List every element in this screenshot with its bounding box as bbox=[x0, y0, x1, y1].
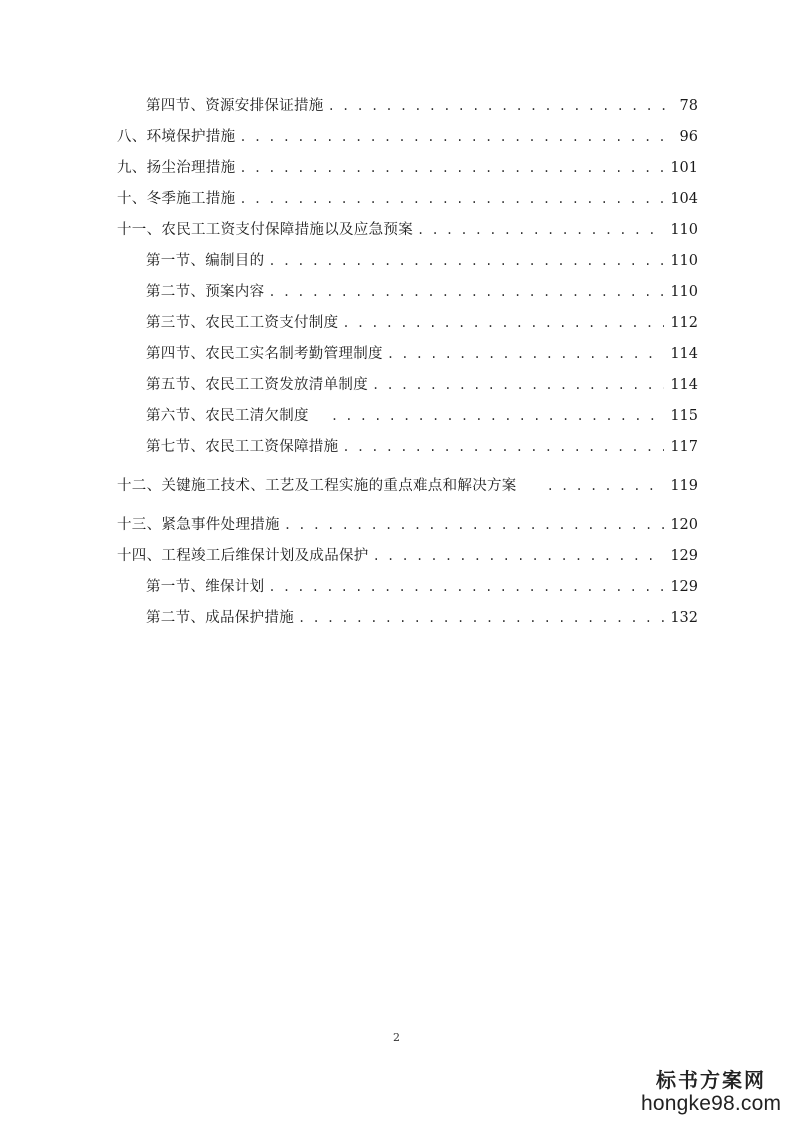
toc-dot-leader bbox=[284, 515, 665, 535]
toc-entry-page: 117 bbox=[670, 439, 698, 455]
toc-entry-label: 十三、紧急事件处理措施 bbox=[117, 517, 280, 533]
toc-entry[interactable] bbox=[117, 476, 698, 496]
toc-entry-label: 十、冬季施工措施 bbox=[117, 191, 236, 207]
toc-entry-label: 第一节、编制目的 bbox=[146, 253, 265, 269]
toc-entry-label: 第二节、成品保护措施 bbox=[146, 610, 294, 626]
toc-entry[interactable] bbox=[146, 437, 698, 457]
watermark-chinese-text: 标书方案网 bbox=[656, 1068, 766, 1092]
toc-dot-leader bbox=[342, 313, 664, 333]
toc-entry[interactable] bbox=[146, 375, 698, 395]
toc-entry-page: 132 bbox=[670, 610, 698, 626]
toc-dot-leader bbox=[373, 546, 665, 566]
toc-entry-page: 112 bbox=[670, 315, 698, 331]
toc-entry-label: 八、环境保护措施 bbox=[117, 129, 236, 145]
toc-entry-page: 129 bbox=[670, 579, 698, 595]
toc-entry-page: 129 bbox=[670, 548, 698, 564]
toc-entry-page: 114 bbox=[670, 346, 698, 362]
toc-dot-leader bbox=[547, 476, 665, 496]
toc-dot-leader bbox=[387, 344, 665, 364]
toc-dot-leader bbox=[268, 251, 664, 271]
toc-entry-label: 第一节、维保计划 bbox=[146, 579, 265, 595]
toc-dot-leader bbox=[239, 189, 664, 209]
toc-entry[interactable] bbox=[117, 127, 698, 147]
toc-entry[interactable] bbox=[146, 406, 698, 426]
watermark-site-text: hongke98.com bbox=[641, 1092, 782, 1115]
toc-entry[interactable] bbox=[146, 313, 698, 333]
toc-entry-page: 96 bbox=[679, 129, 698, 145]
toc-entry[interactable] bbox=[117, 189, 698, 209]
toc-entry-label: 第五节、农民工工资发放清单制度 bbox=[146, 377, 368, 393]
toc-entry-label: 第三节、农民工工资支付制度 bbox=[146, 315, 339, 331]
toc-entry-label: 十四、工程竣工后维保计划及成品保护 bbox=[117, 548, 369, 564]
toc-entry[interactable] bbox=[117, 546, 698, 566]
toc-dot-leader bbox=[268, 577, 664, 597]
toc-entry-page: 110 bbox=[670, 284, 698, 300]
toc-entry-label: 十二、关键施工技术、工艺及工程实施的重点难点和解决方案 bbox=[117, 478, 517, 494]
toc-entry-label: 第二节、预案内容 bbox=[146, 284, 265, 300]
toc-dot-leader bbox=[239, 158, 664, 178]
toc-dot-leader bbox=[417, 220, 664, 240]
toc-dot-leader bbox=[372, 375, 664, 395]
toc-entry-label: 第六节、农民工清欠制度 bbox=[146, 408, 309, 424]
toc-entry[interactable] bbox=[117, 515, 698, 535]
toc-dot-leader bbox=[328, 96, 668, 116]
toc-entry[interactable] bbox=[117, 158, 698, 178]
toc-entry-label: 第七节、农民工工资保障措施 bbox=[146, 439, 339, 455]
toc-dot-leader bbox=[298, 608, 664, 628]
watermark-logo bbox=[641, 1068, 781, 1116]
toc-entry-label: 九、扬尘治理措施 bbox=[117, 160, 236, 176]
toc-dot-leader bbox=[239, 127, 668, 147]
toc-entry[interactable] bbox=[117, 220, 698, 240]
page-number: 2 bbox=[393, 1031, 400, 1044]
toc-entry-page: 101 bbox=[670, 160, 698, 176]
toc-entry-page: 110 bbox=[670, 253, 698, 269]
toc-entry-page: 119 bbox=[670, 478, 698, 494]
toc-dot-leader bbox=[342, 437, 664, 457]
toc-entry-label: 第四节、资源安排保证措施 bbox=[146, 98, 324, 114]
toc-entry-page: 104 bbox=[670, 191, 698, 207]
toc-entry-page: 120 bbox=[670, 517, 698, 533]
toc-entry-page: 110 bbox=[670, 222, 698, 238]
toc-entry[interactable] bbox=[146, 96, 698, 116]
toc-entry-label: 十一、农民工工资支付保障措施以及应急预案 bbox=[117, 222, 413, 238]
toc-entry[interactable] bbox=[146, 251, 698, 271]
toc-dot-leader bbox=[268, 282, 664, 302]
toc-entry-page: 78 bbox=[679, 98, 698, 114]
toc-dot-leader bbox=[331, 406, 665, 426]
toc-entry[interactable] bbox=[146, 282, 698, 302]
toc-entry[interactable] bbox=[146, 344, 698, 364]
toc-entry[interactable] bbox=[146, 608, 698, 628]
toc-entry-page: 115 bbox=[670, 408, 698, 424]
toc-entry-page: 114 bbox=[670, 377, 698, 393]
toc-entry[interactable] bbox=[146, 577, 698, 597]
toc-entry-label: 第四节、农民工实名制考勤管理制度 bbox=[146, 346, 383, 362]
